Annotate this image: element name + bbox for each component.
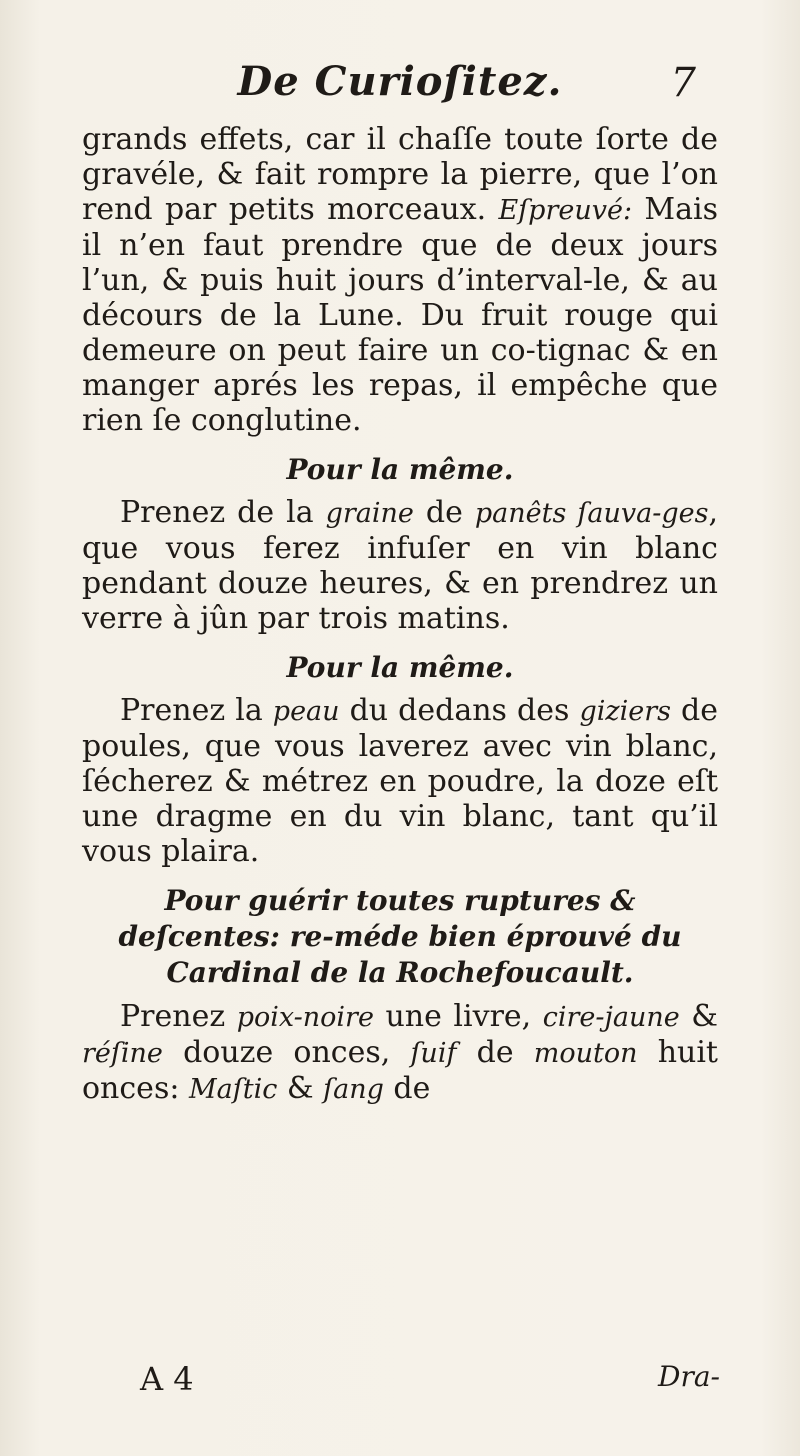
text-run: douze onces, — [162, 1035, 411, 1070]
page-body — [82, 122, 718, 1107]
text-run: une livre, — [373, 999, 543, 1034]
italic-term: ſuif — [410, 1038, 457, 1069]
signature-mark: A 4 — [140, 1360, 194, 1398]
paragraph — [82, 693, 718, 869]
italic-term: ſang — [323, 1074, 384, 1105]
section-heading: Pour guérir toutes ruptures & deſcentes: re-méde bien éprouvé du Cardinal de la Rochefoucault. — [118, 884, 682, 989]
italic-term: graine — [325, 498, 414, 529]
italic-term: mouton — [533, 1038, 638, 1069]
italic-term: cire-jaune — [542, 1002, 680, 1033]
text-run: de — [456, 1035, 534, 1070]
text-run: grands effets, car il chaſſe toute ſorte de gravéle, & fait rompre la pierre, que l’on rend par petits morceaux. — [82, 122, 718, 227]
text-run: de poules, que vous laverez avec vin blanc, ſécherez & métrez en poudre, la doze eſt une dragme en du vin blanc, tant qu’il vous plaira. — [82, 693, 718, 869]
paragraph — [82, 495, 718, 636]
italic-term: réſine — [82, 1038, 163, 1069]
running-head: De Curioſitez. — [237, 58, 563, 105]
section-heading: Pour la même. — [286, 651, 514, 684]
italic-term: panêts ſauva-ges — [474, 498, 709, 529]
page-number: 7 — [670, 60, 696, 106]
text-run: huit onces: — [82, 1035, 718, 1106]
text-run: & — [277, 1071, 324, 1106]
italic-term: Maſtic — [188, 1074, 278, 1105]
text-run: Prenez de la — [120, 495, 326, 530]
paragraph — [82, 122, 718, 438]
text-run: , que vous ferez infuſer en vin blanc pendant douze heures, & en prendrez un verre à jûn par trois matins. — [82, 495, 718, 636]
text-run: de — [413, 495, 475, 530]
section-heading: Pour la même. — [286, 453, 514, 486]
text-run: Mais il n’en faut prendre que de deux jours l’un, & puis huit jours d’interval-le, & au décours de la Lune. Du fruit rouge qui demeure on peut faire un co-tignac & en manger aprés les repas, il empêche que rien ſe conglutine. — [82, 192, 718, 438]
italic-term: giziers — [579, 696, 671, 727]
text-run: de — [383, 1071, 431, 1106]
text-run: Prenez la — [120, 693, 273, 728]
page-footer — [140, 1360, 720, 1400]
italic-term: poix-noire — [236, 1002, 374, 1033]
italic-term: peau — [272, 696, 340, 727]
text-run: Prenez — [120, 999, 237, 1034]
italic-term: Eſpreuvé: — [498, 195, 633, 226]
page-header — [0, 58, 800, 118]
paragraph — [82, 999, 718, 1107]
catchword: Dra- — [658, 1360, 720, 1393]
text-run: du dedans des — [339, 693, 580, 728]
text-run: & — [679, 999, 718, 1034]
